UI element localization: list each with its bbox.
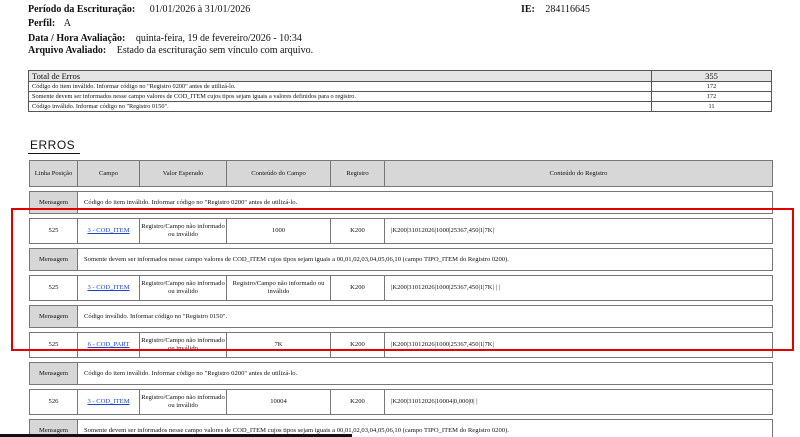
data-hora-line <box>28 33 302 45</box>
col-conteudo-campo: Conteúdo do Campo <box>227 161 331 187</box>
cell-registro: K200 <box>331 219 385 244</box>
cell-conteudo: 1000 <box>227 219 331 244</box>
summary-total-value: 355 <box>652 71 772 82</box>
cell-conteudo: Registro/Campo não informado ou inválido <box>227 276 331 301</box>
summary-table <box>28 70 772 112</box>
summary-total-row <box>29 71 772 82</box>
ie-line <box>521 4 590 16</box>
red-highlight-box <box>11 208 794 351</box>
summary-row <box>29 92 772 102</box>
cell-esperado: Registro/Campo não informado ou inválido <box>140 333 227 358</box>
section-underline <box>28 153 80 154</box>
summary-row-count: 11 <box>652 102 772 112</box>
summary-row <box>29 82 772 92</box>
summary-total-label: Total de Erros <box>29 71 652 82</box>
cell-linha: 525 <box>30 276 78 301</box>
col-valor-esperado: Valor Esperado <box>140 161 227 187</box>
periodo-line <box>28 4 250 16</box>
message-text: Somente devem ser informados nesse campo valores de COD_ITEM cujos tipos sejam iguais a 00,01,02,03,04,05,06,10 (campo TIPO_ITEM do Registro 0200). <box>78 420 773 437</box>
campo-link[interactable]: 6 - COD_PART <box>87 341 130 348</box>
summary-row-text: Código do item inválido. Informar código no "Registro 0200" antes de utilizá-lo. <box>29 82 652 92</box>
cell-conteudo-registro: |K200|31012026|1000|25367,450|1|7K| <box>385 333 773 358</box>
cell-registro: K200 <box>331 390 385 415</box>
cell-esperado: Registro/Campo não informado ou inválido <box>140 219 227 244</box>
campo-link[interactable]: 3 - COD_ITEM <box>87 227 130 234</box>
message-text: Código do item inválido. Informar código no "Registro 0200" antes de utilizá-lo. <box>78 363 773 385</box>
ie-label: IE: <box>521 4 535 15</box>
errors-header-row <box>30 161 773 187</box>
message-text: Código inválido. Informar código no "Registro 0150". <box>78 306 773 328</box>
arquivo-line <box>28 45 313 57</box>
message-text: Somente devem ser informados nesse campo valores de COD_ITEM cujos tipos sejam iguais a 00,01,02,03,04,05,06,10 (campo TIPO_ITEM do Registro 0200). <box>78 249 773 271</box>
campo-link[interactable]: 3 - COD_ITEM <box>87 398 130 405</box>
message-label: Mensagem <box>30 306 78 328</box>
perfil-label: Perfil: <box>28 18 56 29</box>
cell-esperado: Registro/Campo não informado ou inválido <box>140 276 227 301</box>
cell-linha: 525 <box>30 333 78 358</box>
errors-section-title: ERROS <box>30 138 76 152</box>
periodo-label: Período da Escrituração: <box>28 4 136 15</box>
message-label: Mensagem <box>30 363 78 385</box>
arquivo-label: Arquivo Avaliado: <box>28 45 107 56</box>
ie-value: 284116645 <box>545 4 591 15</box>
message-label: Mensagem <box>30 249 78 271</box>
col-campo: Campo <box>78 161 140 187</box>
cell-conteudo: 10004 <box>227 390 331 415</box>
message-label: Mensagem <box>30 192 78 214</box>
cell-conteudo: 7K <box>227 333 331 358</box>
cell-esperado: Registro/Campo não informado ou inválido <box>140 390 227 415</box>
message-label: Mensagem <box>30 420 78 437</box>
cell-campo <box>78 390 140 415</box>
col-linha-posicao: Linha Posição <box>30 161 78 187</box>
summary-row-count: 172 <box>652 82 772 92</box>
summary-row-text: Código inválido. Informar código no "Registro 0150". <box>29 102 652 112</box>
cell-registro: K200 <box>331 333 385 358</box>
cell-registro: K200 <box>331 276 385 301</box>
arquivo-value: Estado da escrituração sem vínculo com arquivo. <box>116 45 314 56</box>
cell-linha: 526 <box>30 390 78 415</box>
cell-linha: 525 <box>30 219 78 244</box>
summary-row-text: Somente devem ser informados nesse campo valores de COD_ITEM cujos tipos sejam iguais a valores definidos para o registro. <box>29 92 652 102</box>
message-row <box>30 363 773 385</box>
periodo-value: 01/01/2026 à 31/01/2026 <box>149 4 251 15</box>
summary-row <box>29 102 772 112</box>
col-conteudo-registro: Conteúdo do Registro <box>385 161 773 187</box>
perfil-value: A <box>63 18 71 29</box>
col-registro: Registro <box>331 161 385 187</box>
perfil-line <box>28 18 71 30</box>
data-hora-label: Data / Hora Avaliação: <box>28 33 126 44</box>
summary-row-count: 172 <box>652 92 772 102</box>
data-hora-value: quinta-feira, 19 de fevereiro/2026 - 10:34 <box>135 33 302 44</box>
cell-conteudo-registro: |K200|31012026|1000|25367,450|1|7K| | | <box>385 276 773 301</box>
table-row <box>30 390 773 415</box>
cell-conteudo-registro: |K200|31012026|1000|25367,450|1|7K| <box>385 219 773 244</box>
message-text: Código do item inválido. Informar código no "Registro 0200" antes de utilizá-lo. <box>78 192 773 214</box>
cell-conteudo-registro: |K200|31012026|10004|0,000|0| | <box>385 390 773 415</box>
campo-link[interactable]: 3 - COD_ITEM <box>87 284 130 291</box>
